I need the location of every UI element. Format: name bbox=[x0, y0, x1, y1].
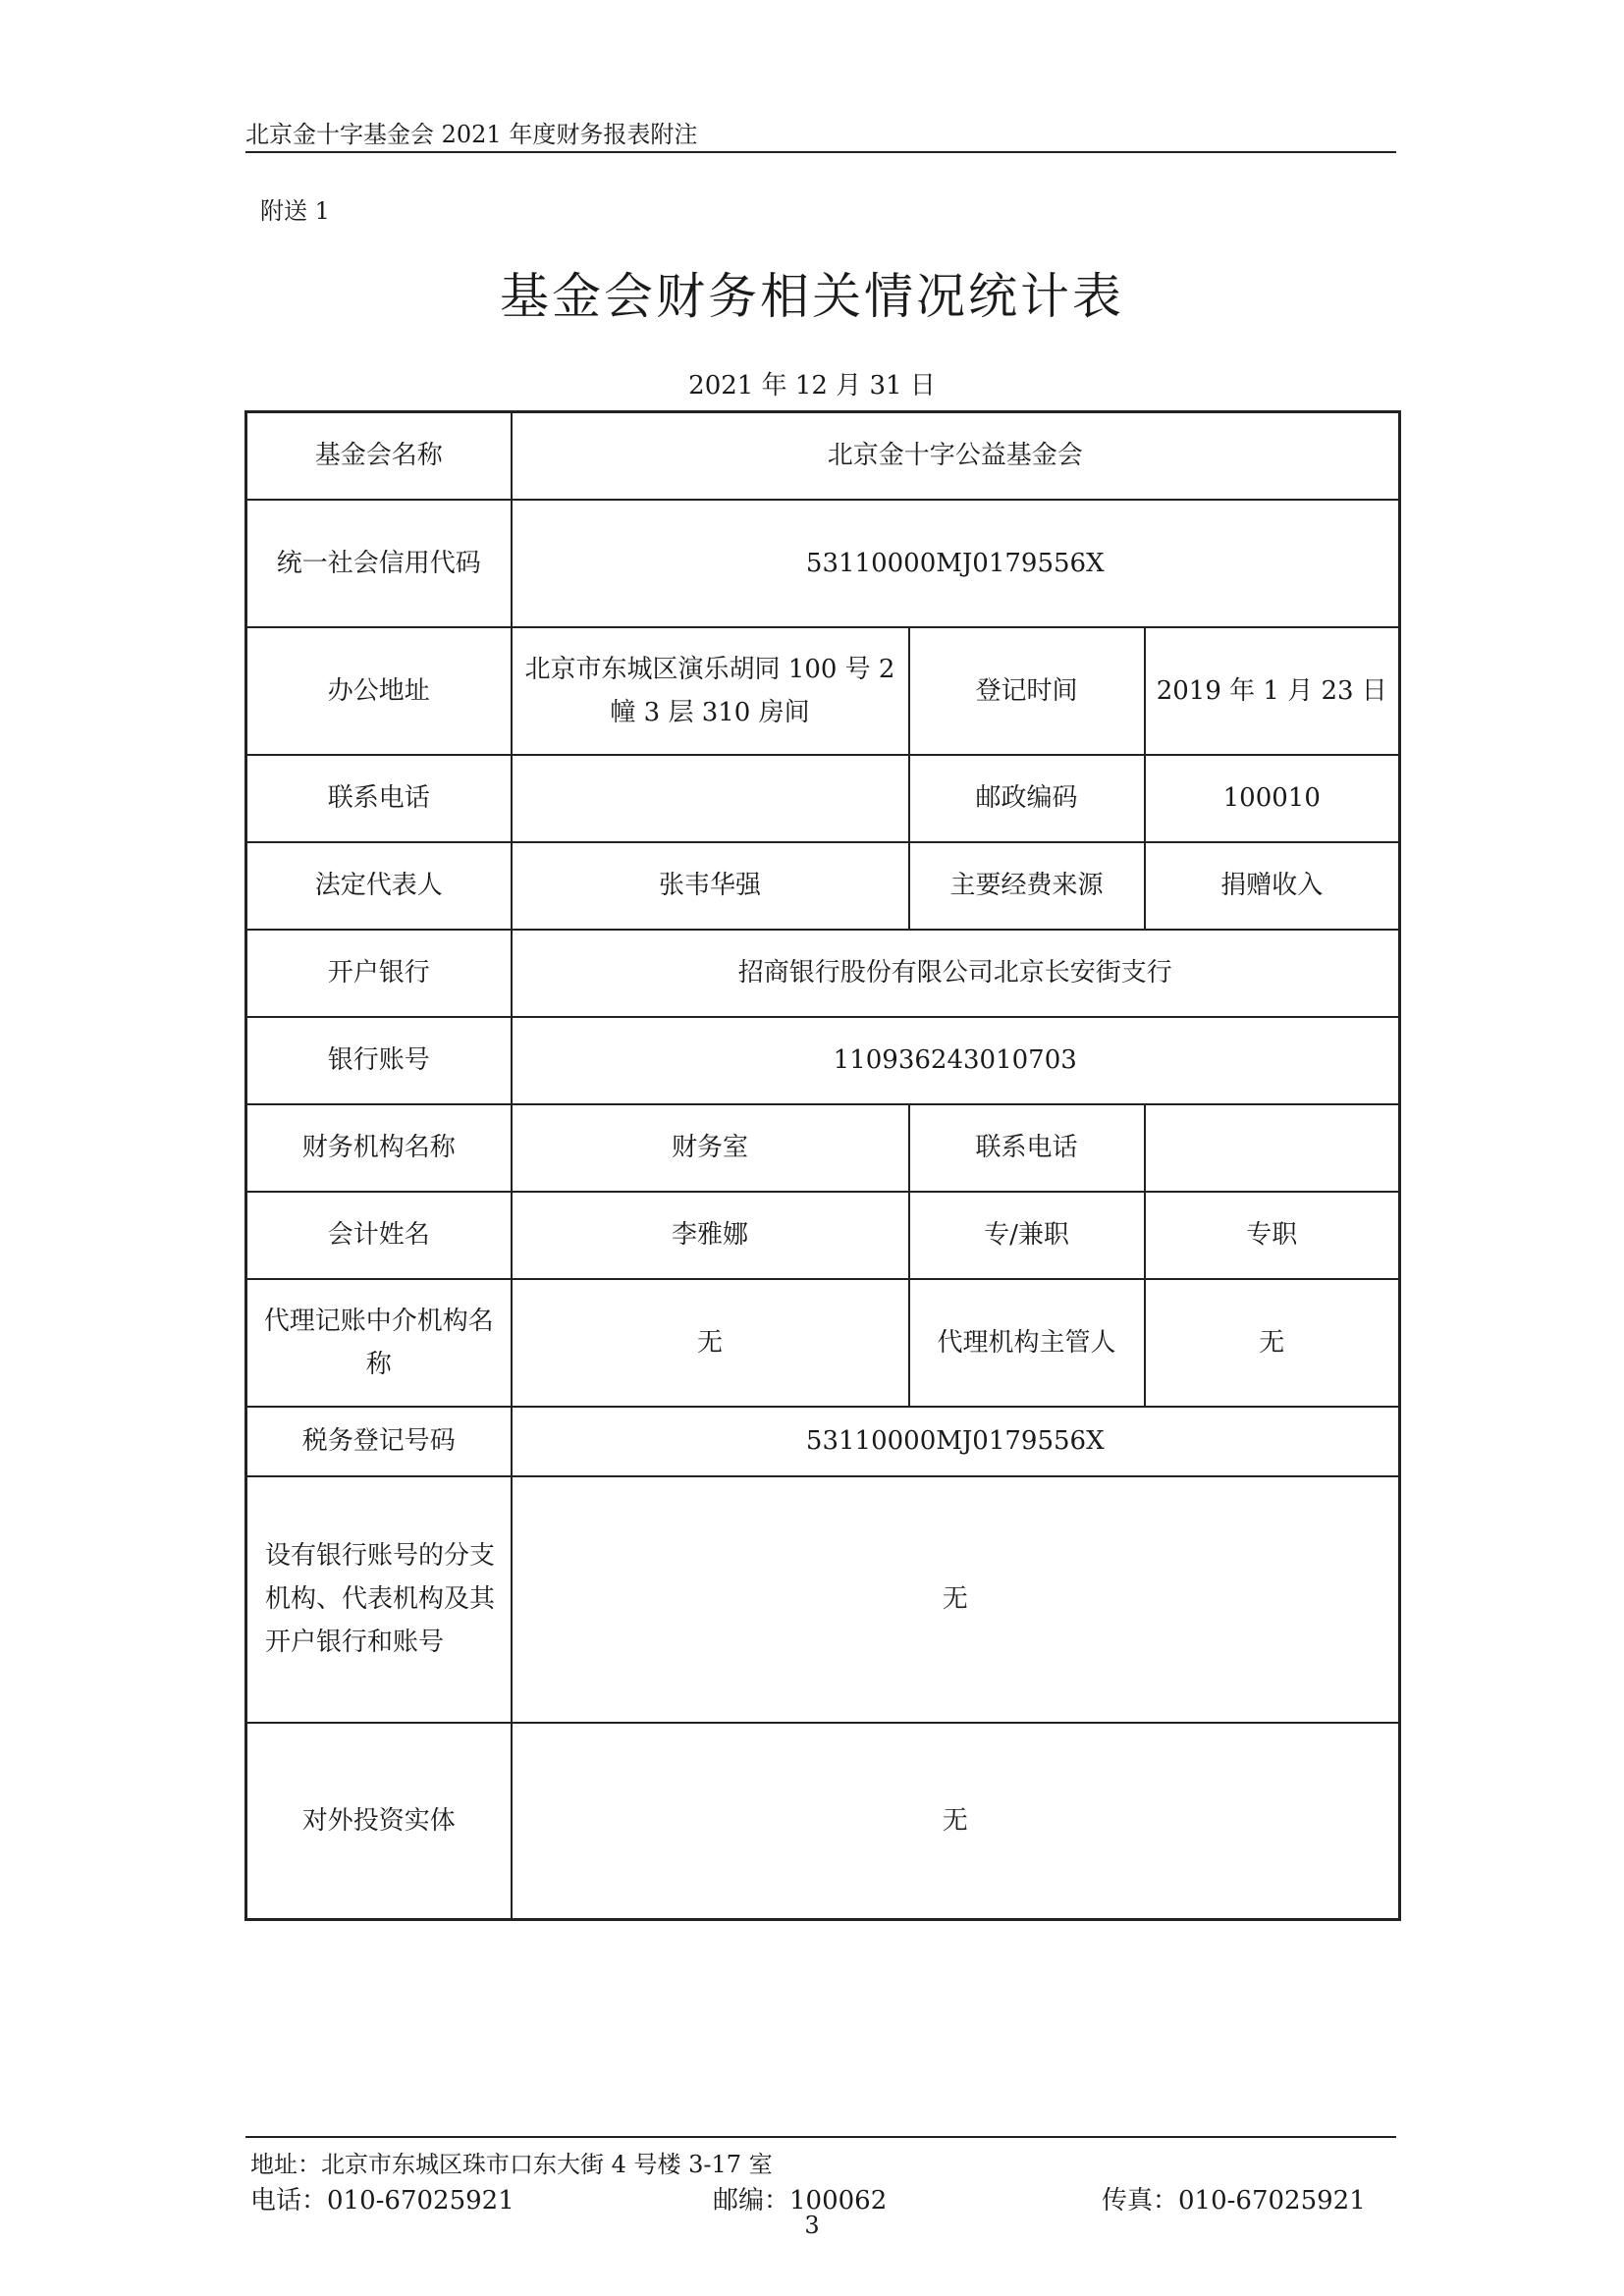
registration-time-label: 登记时间 bbox=[909, 627, 1145, 755]
table-row bbox=[246, 1407, 1400, 1476]
footer-postcode: 邮编：100062 bbox=[713, 2186, 888, 2216]
table-row bbox=[246, 1104, 1400, 1192]
agency-manager-value: 无 bbox=[1145, 1279, 1400, 1407]
agency-value: 无 bbox=[512, 1279, 909, 1407]
page-number: 3 bbox=[804, 2212, 820, 2239]
branch-value: 无 bbox=[512, 1476, 1400, 1723]
agency-manager-label: 代理机构主管人 bbox=[909, 1279, 1145, 1407]
job-type-label: 专/兼职 bbox=[909, 1192, 1145, 1279]
document-date: 2021 年 12 月 31 日 bbox=[688, 371, 936, 400]
table-row bbox=[246, 500, 1400, 627]
table-row bbox=[246, 627, 1400, 755]
job-type-value: 专职 bbox=[1145, 1192, 1400, 1279]
finance-dept-label: 财务机构名称 bbox=[246, 1104, 512, 1192]
table-row bbox=[246, 1279, 1400, 1407]
header-divider bbox=[245, 151, 1396, 153]
phone-value bbox=[512, 755, 909, 842]
table-row bbox=[246, 1192, 1400, 1279]
foundation-name-label: 基金会名称 bbox=[246, 412, 512, 500]
finance-dept-value: 财务室 bbox=[512, 1104, 909, 1192]
investment-value: 无 bbox=[512, 1723, 1400, 1920]
table-row bbox=[246, 842, 1400, 930]
header-title: 北京金十字基金会 2021 年度财务报表附注 bbox=[245, 121, 698, 148]
agency-label: 代理记账中介机构名称 bbox=[246, 1279, 512, 1407]
bank-label: 开户银行 bbox=[246, 930, 512, 1017]
credit-code-value: 53110000MJ0179556X bbox=[512, 500, 1400, 627]
tax-reg-value: 53110000MJ0179556X bbox=[512, 1407, 1400, 1476]
table-row bbox=[246, 1723, 1400, 1920]
credit-code-label: 统一社会信用代码 bbox=[246, 500, 512, 627]
foundation-name-value: 北京金十字公益基金会 bbox=[512, 412, 1400, 500]
tax-reg-label: 税务登记号码 bbox=[246, 1407, 512, 1476]
funding-source-label: 主要经费来源 bbox=[909, 842, 1145, 930]
investment-label: 对外投资实体 bbox=[246, 1723, 512, 1920]
legal-rep-label: 法定代表人 bbox=[246, 842, 512, 930]
table-row bbox=[246, 1476, 1400, 1723]
bank-value: 招商银行股份有限公司北京长安街支行 bbox=[512, 930, 1400, 1017]
postal-code-label: 邮政编码 bbox=[909, 755, 1145, 842]
document-title: 基金会财务相关情况统计表 bbox=[500, 268, 1124, 325]
registration-time-value: 2019 年 1 月 23 日 bbox=[1145, 627, 1400, 755]
office-address-value: 北京市东城区演乐胡同 100 号 2 幢 3 层 310 房间 bbox=[512, 627, 909, 755]
footer-phone: 电话：010-67025921 bbox=[250, 2186, 514, 2216]
postal-code-value: 100010 bbox=[1145, 755, 1400, 842]
attachment-label: 附送 1 bbox=[260, 197, 330, 225]
funding-source-value: 捐赠收入 bbox=[1145, 842, 1400, 930]
accountant-value: 李雅娜 bbox=[512, 1192, 909, 1279]
table-row bbox=[246, 412, 1400, 500]
footer-fax: 传真：010-67025921 bbox=[1102, 2186, 1366, 2216]
legal-rep-value: 张韦华强 bbox=[512, 842, 909, 930]
branch-label: 设有银行账号的分支机构、代表机构及其开户银行和账号 bbox=[246, 1476, 512, 1723]
foundation-finance-table bbox=[244, 410, 1401, 1921]
finance-phone-value bbox=[1145, 1104, 1400, 1192]
accountant-label: 会计姓名 bbox=[246, 1192, 512, 1279]
bank-account-value: 110936243010703 bbox=[512, 1017, 1400, 1104]
table-row bbox=[246, 930, 1400, 1017]
footer-address: 地址：北京市东城区珠市口东大街 4 号楼 3-17 室 bbox=[250, 2151, 773, 2178]
bank-account-label: 银行账号 bbox=[246, 1017, 512, 1104]
finance-phone-label: 联系电话 bbox=[909, 1104, 1145, 1192]
table-row bbox=[246, 1017, 1400, 1104]
office-address-label: 办公地址 bbox=[246, 627, 512, 755]
phone-label: 联系电话 bbox=[246, 755, 512, 842]
table-row bbox=[246, 755, 1400, 842]
footer-divider bbox=[245, 2136, 1396, 2138]
